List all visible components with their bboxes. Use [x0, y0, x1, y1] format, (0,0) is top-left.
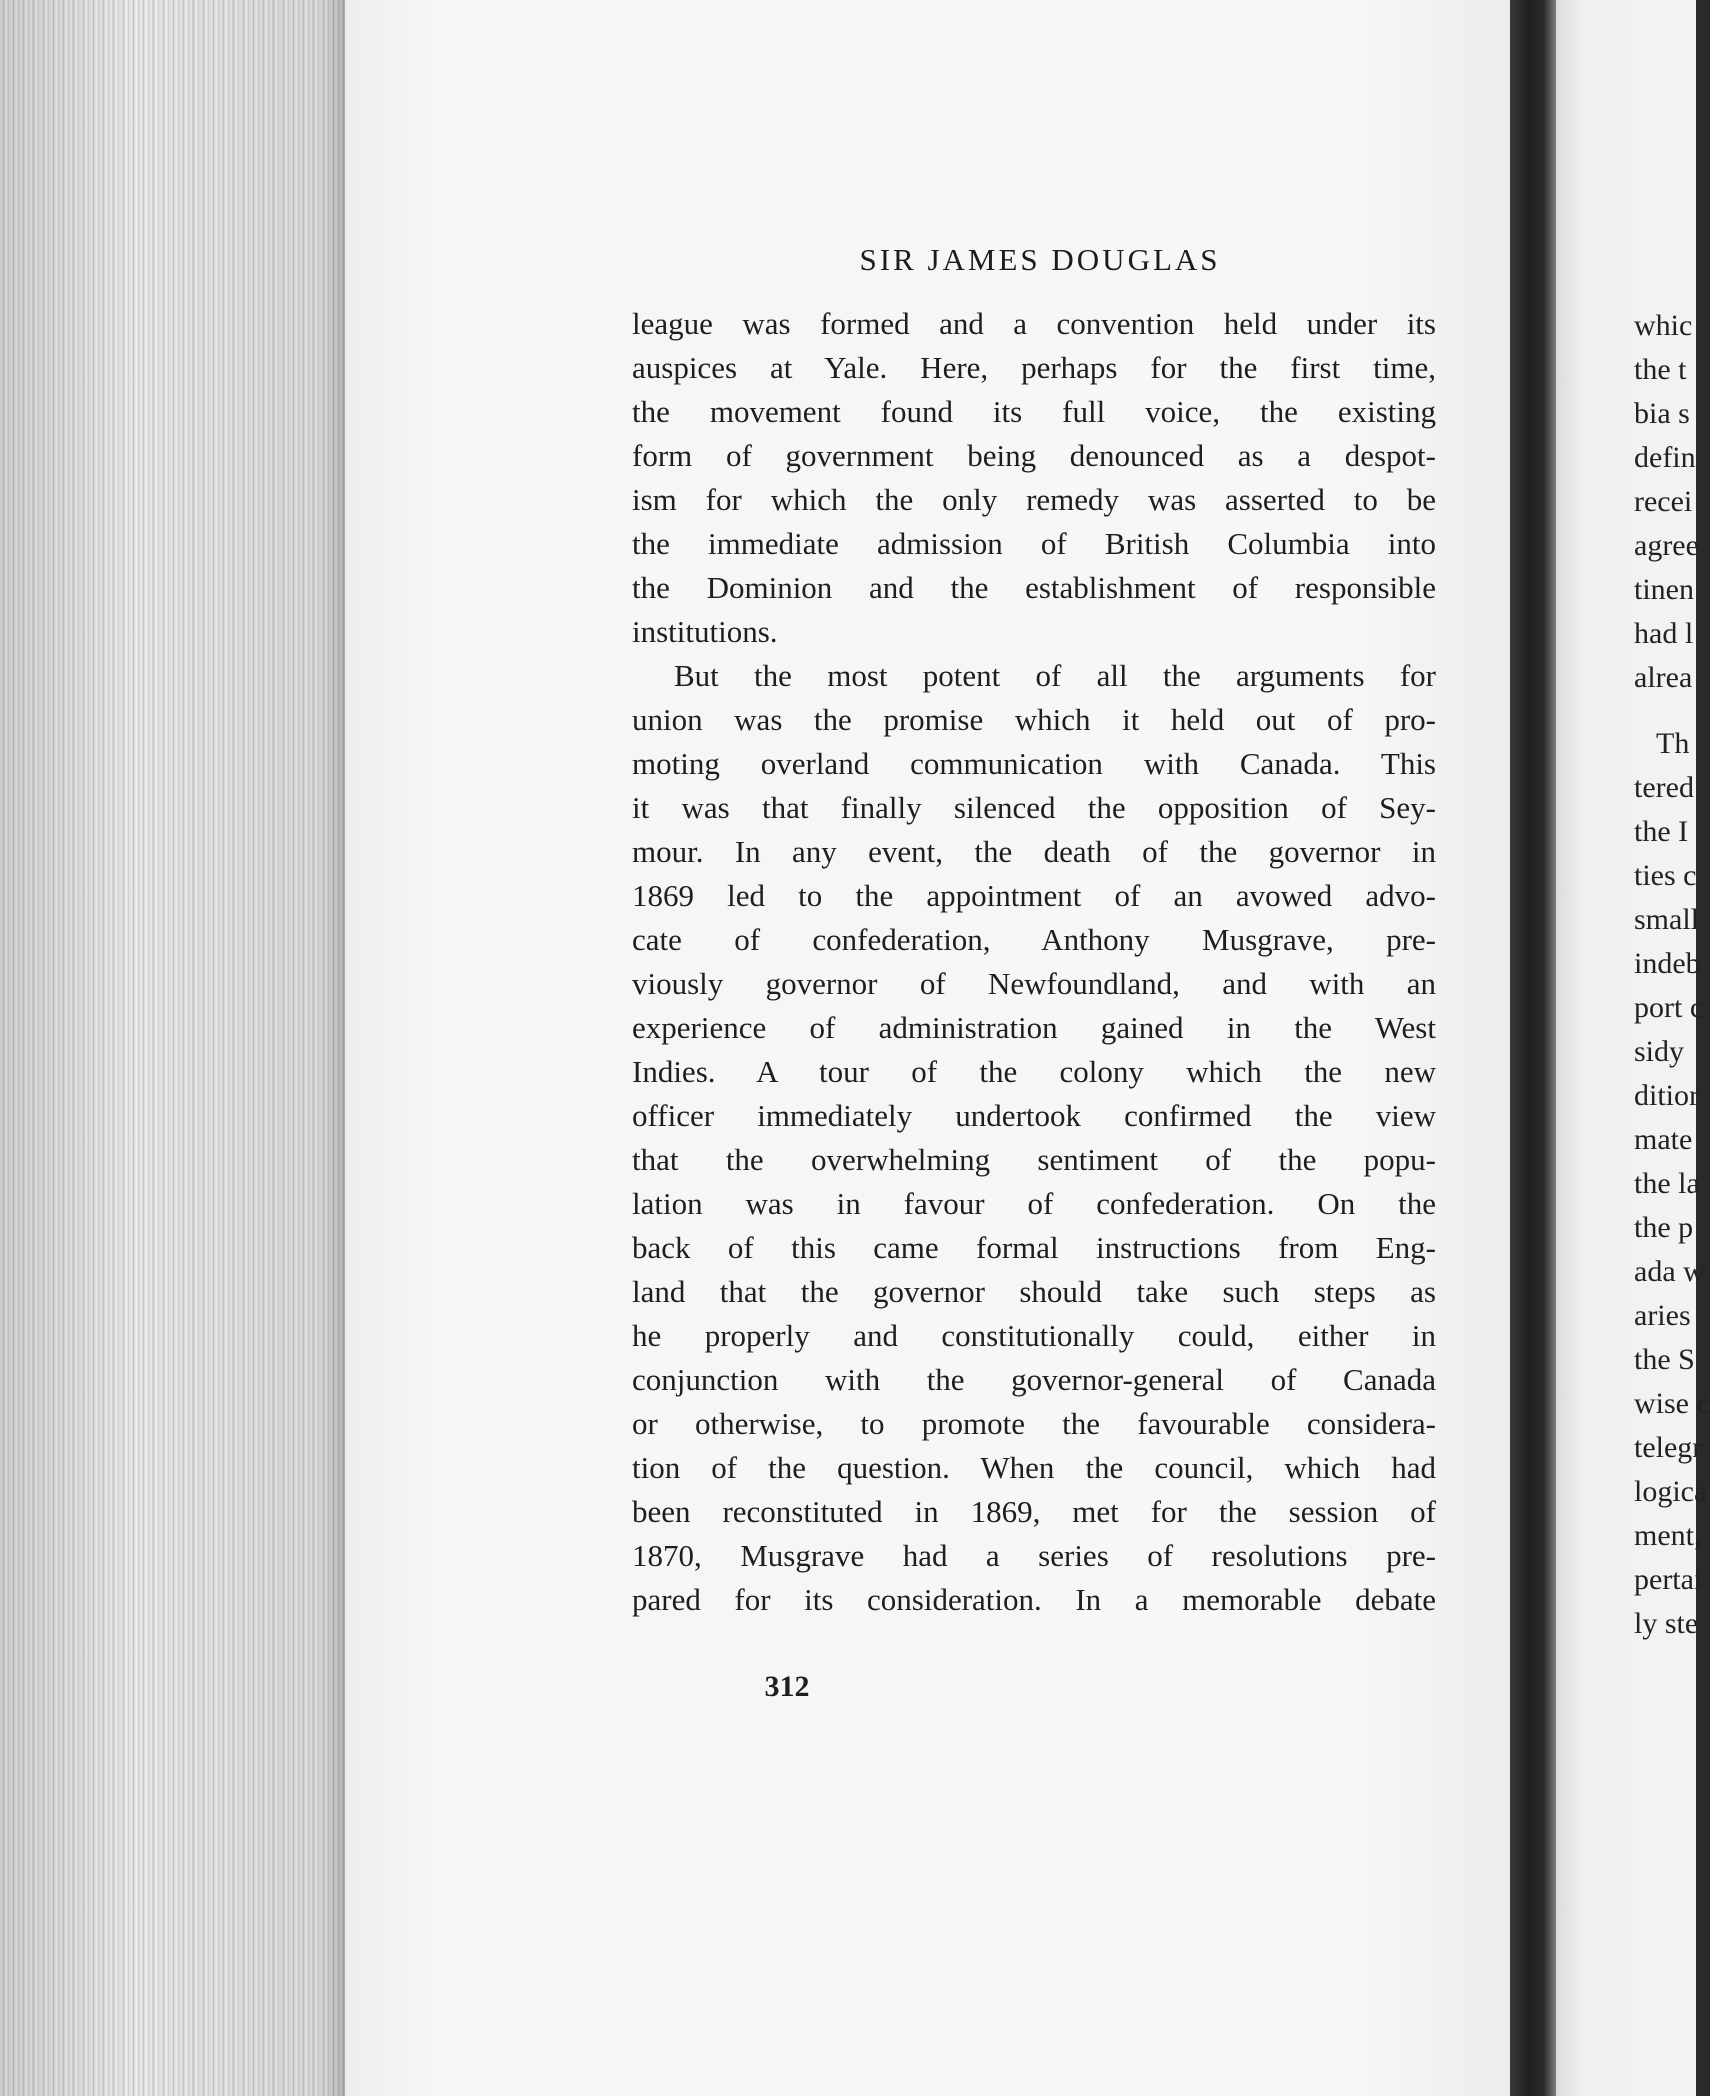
- text-line: the movement found its full voice, the existing: [632, 394, 1436, 429]
- text-line: 1869 led to the appointment of an avowed advo-: [632, 878, 1436, 913]
- text-fragment: the t: [1634, 353, 1687, 386]
- text-fragment: mate: [1634, 1123, 1693, 1156]
- text-fragment: telegr: [1634, 1431, 1703, 1464]
- text-line: union was the promise which it held out of pro-: [632, 702, 1436, 737]
- running-head: SIR JAMES DOUGLAS: [859, 242, 1221, 277]
- text-fragment: indeb: [1634, 947, 1701, 980]
- text-line: officer immediately undertook confirmed the view: [632, 1098, 1436, 1133]
- text-line: the immediate admission of British Columbia into: [632, 526, 1436, 561]
- text-line: pared for its consideration. In a memorable debate: [632, 1582, 1436, 1617]
- text-line: land that the governor should take such steps as: [632, 1274, 1436, 1309]
- text-line: that the overwhelming sentiment of the popu-: [632, 1142, 1436, 1177]
- text-fragment: tered: [1634, 771, 1694, 804]
- text-line: viously governor of Newfoundland, and with an: [632, 966, 1436, 1001]
- text-line: experience of administration gained in the West: [632, 1010, 1436, 1045]
- page-number: 312: [764, 1670, 810, 1703]
- text-fragment: pertai: [1634, 1563, 1703, 1596]
- text-fragment: sidy: [1634, 1035, 1685, 1068]
- text-line: back of this came formal instructions from Eng-: [632, 1230, 1436, 1265]
- text-fragment: alrea: [1634, 661, 1693, 694]
- text-line: auspices at Yale. Here, perhaps for the first time,: [632, 350, 1436, 385]
- text-fragment: small: [1634, 903, 1699, 936]
- text-fragment: ditior: [1634, 1079, 1699, 1112]
- left-page-body: [632, 302, 1436, 1622]
- text-fragment: logica: [1634, 1475, 1708, 1508]
- text-line: been reconstituted in 1869, met for the session of: [632, 1494, 1436, 1529]
- text-fragment: ties c: [1634, 859, 1697, 892]
- text-fragment: aries: [1634, 1299, 1691, 1332]
- text-line: Indies. A tour of the colony which the new: [632, 1054, 1436, 1089]
- text-line: it was that finally silenced the opposition of Sey-: [632, 790, 1436, 825]
- text-fragment: ada w: [1634, 1255, 1705, 1288]
- text-fragment: the S: [1634, 1343, 1695, 1376]
- text-fragment: port c: [1634, 991, 1704, 1024]
- text-fragment: bia s: [1634, 397, 1690, 430]
- text-line: moting overland communication with Canada. This: [632, 746, 1436, 781]
- text-fragment: whic: [1634, 309, 1693, 342]
- right-page-body: [1634, 304, 1710, 1646]
- text-line: tion of the question. When the council, which had: [632, 1450, 1436, 1485]
- text-line: mour. In any event, the death of the governor in: [632, 834, 1436, 869]
- text-line: or otherwise, to promote the favourable considera-: [632, 1406, 1436, 1441]
- text-line: institutions.: [632, 614, 778, 649]
- text-fragment: agree: [1634, 529, 1699, 562]
- text-fragment: Th: [1656, 727, 1690, 760]
- text-line: lation was in favour of confederation. On the: [632, 1186, 1436, 1221]
- text-line: he properly and constitutionally could, either in: [632, 1318, 1436, 1353]
- right-page: [1556, 0, 1710, 2096]
- text-line: 1870, Musgrave had a series of resolutions pre-: [632, 1538, 1436, 1573]
- text-fragment: the p: [1634, 1211, 1694, 1244]
- text-fragment: had l: [1634, 617, 1694, 650]
- text-line: form of government being denounced as a despot-: [632, 438, 1436, 473]
- page-edge-stack: [0, 0, 345, 2096]
- text-line: league was formed and a convention held under its: [632, 306, 1436, 341]
- book-gutter: [1510, 0, 1558, 2096]
- text-line: But the most potent of all the arguments for: [674, 658, 1436, 693]
- text-fragment: ment,: [1634, 1519, 1702, 1552]
- text-fragment: defin: [1634, 441, 1696, 474]
- text-line: the Dominion and the establishment of responsible: [632, 570, 1436, 605]
- text-fragment: wise c: [1634, 1387, 1710, 1420]
- text-line: ism for which the only remedy was asserted to be: [632, 482, 1436, 517]
- text-fragment: the la: [1634, 1167, 1700, 1200]
- text-fragment: ly ste: [1634, 1607, 1699, 1640]
- text-fragment: tinen: [1634, 573, 1694, 606]
- text-fragment: recei: [1634, 485, 1693, 518]
- text-line: cate of confederation, Anthony Musgrave, pre-: [632, 922, 1436, 957]
- text-line: conjunction with the governor-general of Canada: [632, 1362, 1436, 1397]
- text-fragment: the I: [1634, 815, 1689, 848]
